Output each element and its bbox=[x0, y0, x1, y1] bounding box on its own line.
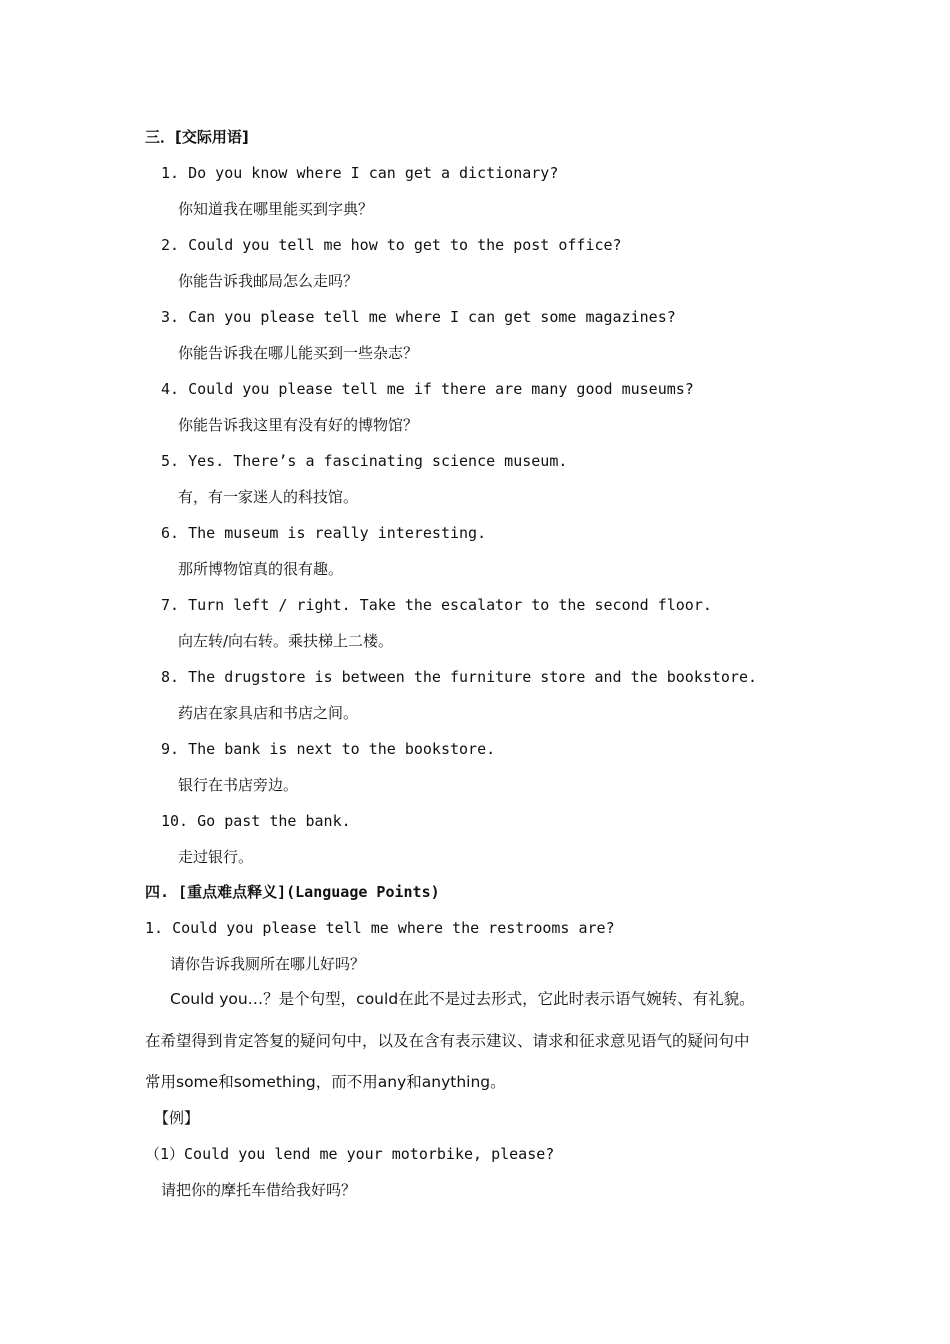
explanation-line-1: Could you…？是个句型，could在此不是过去形式，它此时表示语气婉转、有礼貌。 bbox=[170, 990, 755, 1008]
example-1-en: （1）Could you lend me your motorbike, please? bbox=[145, 1145, 555, 1163]
phrase-6-en: 6. The museum is really interesting. bbox=[161, 524, 487, 542]
example-1-cn: 请把你的摩托车借给我好吗？ bbox=[161, 1181, 357, 1199]
phrase-2-en: 2. Could you tell me how to get to the post office? bbox=[161, 236, 622, 254]
phrase-8-cn: 药店在家具店和书店之间。 bbox=[178, 704, 359, 722]
phrase-4-cn: 你能告诉我这里有没有好的博物馆？ bbox=[178, 416, 419, 434]
phrase-9-en: 9. The bank is next to the bookstore. bbox=[161, 740, 496, 758]
explanation-line-2: 在希望得到肯定答复的疑问句中，以及在含有表示建议、请求和征求意见语气的疑问句中 bbox=[145, 1032, 750, 1050]
phrase-7-en: 7. Turn left / right. Take the escalator to the second floor. bbox=[161, 596, 712, 614]
phrase-1-cn: 你知道我在哪里能买到字典？ bbox=[178, 200, 374, 218]
phrase-10-en: 10. Go past the bank. bbox=[161, 812, 351, 830]
explanation-line-3: 常用some和something，而不用any和anything。 bbox=[145, 1073, 506, 1091]
language-point-1-en: 1. Could you please tell me where the restrooms are? bbox=[145, 919, 615, 937]
phrase-3-cn: 你能告诉我在哪儿能买到一些杂志？ bbox=[178, 344, 419, 362]
phrase-4-en: 4. Could you please tell me if there are many good museums? bbox=[161, 380, 694, 398]
section-4-heading: 四. [重点难点释义](Language Points) bbox=[145, 883, 440, 901]
phrase-5-en: 5. Yes. There’s a fascinating science museum. bbox=[161, 452, 568, 470]
phrase-8-en: 8. The drugstore is between the furniture store and the bookstore. bbox=[161, 668, 758, 686]
example-label: 【例】 bbox=[154, 1109, 200, 1127]
phrase-1-en: 1. Do you know where I can get a dictionary? bbox=[161, 164, 559, 182]
phrase-7-cn: 向左转/向右转。乘扶梯上二楼。 bbox=[178, 632, 394, 650]
phrase-3-en: 3. Can you please tell me where I can get some magazines? bbox=[161, 308, 676, 326]
phrase-9-cn: 银行在书店旁边。 bbox=[178, 776, 299, 794]
phrase-2-cn: 你能告诉我邮局怎么走吗？ bbox=[178, 272, 359, 290]
language-point-1-cn: 请你告诉我厕所在哪儿好吗？ bbox=[170, 955, 366, 973]
phrase-5-cn: 有，有一家迷人的科技馆。 bbox=[178, 488, 359, 506]
phrase-6-cn: 那所博物馆真的很有趣。 bbox=[178, 560, 344, 578]
phrase-10-cn: 走过银行。 bbox=[178, 848, 254, 866]
section-3-heading: 三．[交际用语] bbox=[145, 128, 249, 146]
